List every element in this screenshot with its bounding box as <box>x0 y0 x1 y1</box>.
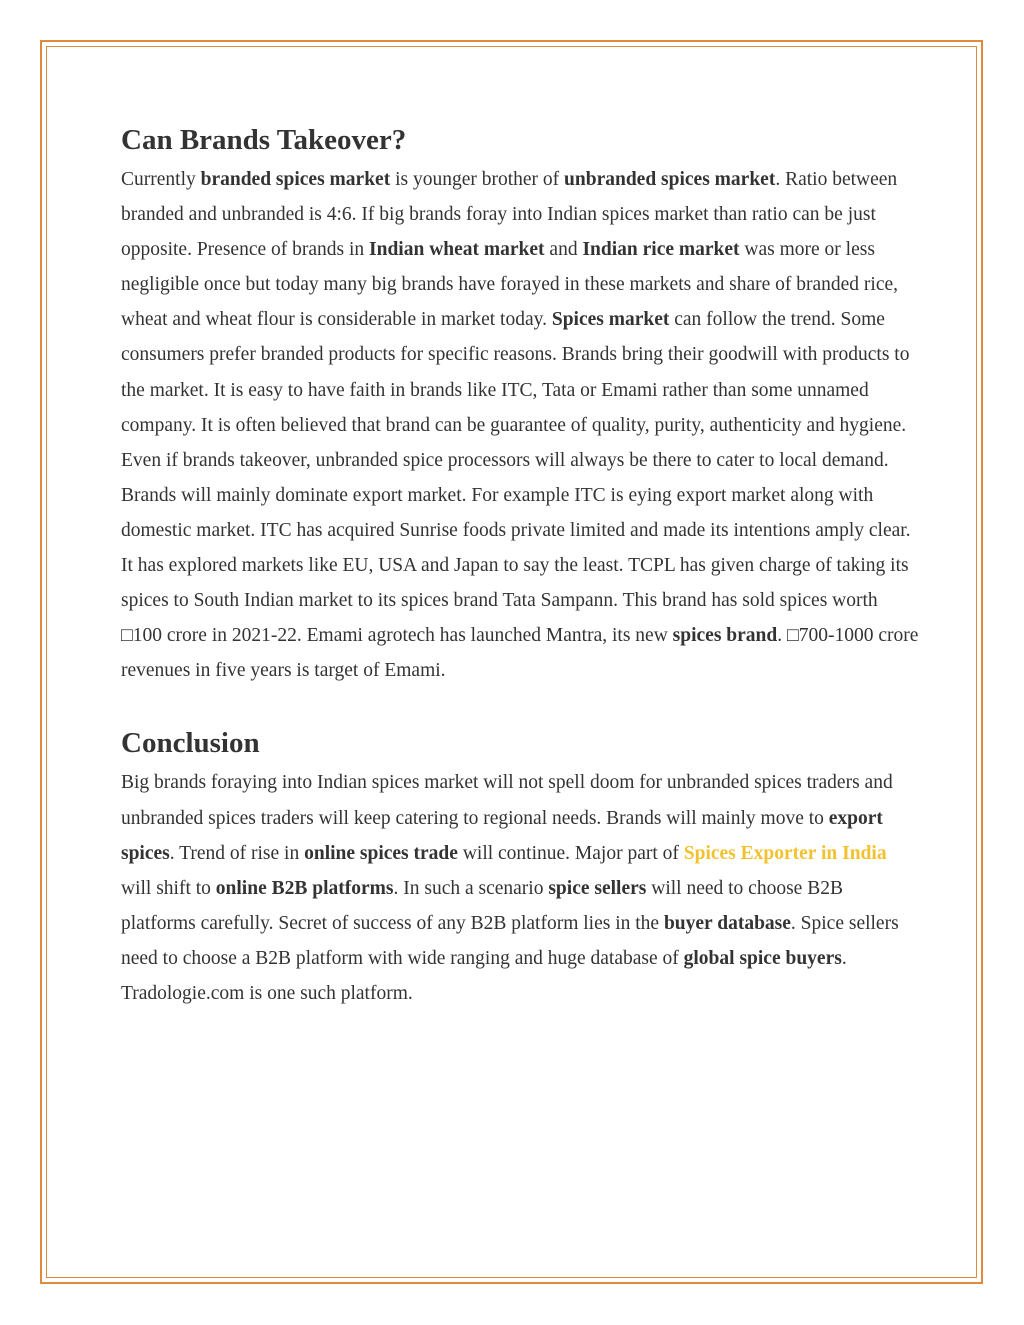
bold-term-unbranded-spices-market: unbranded spices market <box>564 169 776 190</box>
paragraph-conclusion <box>121 765 921 1011</box>
text-run: . Spice sellers need to choose a B2B platform with wide ranging and huge database of <box>121 912 899 969</box>
link-spices-exporter-in-india[interactable]: Spices Exporter in India <box>683 842 887 864</box>
bold-term-indian-rice-market: Indian rice market <box>582 239 740 261</box>
text-run: and <box>544 239 583 261</box>
bold-term-indian-wheat-market: Indian wheat market <box>369 239 545 261</box>
text-run: is younger brother of <box>390 169 565 190</box>
bold-term-spices-market: Spices market <box>551 309 670 331</box>
text-run: Big brands foraying into Indian spices market will not spell doom for unbranded spices traders and unbranded spices traders will keep catering to regional needs. Brands will mainly move to <box>121 772 893 829</box>
document-body <box>121 118 921 1011</box>
text-run: will shift to <box>121 877 216 899</box>
text-run: was more or less negligible once but today many big brands have forayed in these markets and share of branded rice, wheat and wheat flour is considerable in market today. <box>121 239 899 331</box>
text-run: . Trend of rise in <box>169 842 305 864</box>
bold-term-buyer-database: buyer database <box>663 912 791 934</box>
bold-term-global-spice-buyers: global spice buyers <box>683 947 842 969</box>
text-run: . Ratio between branded and unbranded is 4:6. If big brands foray into Indian spices market than ratio can be just opposite. Presence of brands in <box>121 169 898 261</box>
text-run: Currently <box>121 169 201 190</box>
section-spacer <box>121 688 921 721</box>
bold-term-spice-sellers: spice sellers <box>548 877 647 899</box>
bold-term-spices-brand: spices brand <box>672 625 778 647</box>
text-run: . □700-1000 crore revenues in five years is target of Emami. <box>121 625 919 682</box>
bold-term-online-b2b-platforms: online B2B platforms <box>215 877 394 899</box>
bold-term-branded-spices-market: branded spices market <box>200 169 391 190</box>
paragraph-can-brands-takeover <box>121 162 921 688</box>
text-run: will need to choose B2B platforms carefully. Secret of success of any B2B platform lies in the <box>121 877 843 934</box>
text-run: . In such a scenario <box>393 877 549 899</box>
text-run: . Tradologie.com is one such platform. <box>121 947 847 1004</box>
bold-term-export-spices: export spices <box>121 807 883 864</box>
section-heading-can-brands-takeover: Can Brands Takeover? <box>121 124 407 156</box>
section-heading-conclusion: Conclusion <box>121 727 260 760</box>
text-run: will continue. Major part of <box>457 842 684 864</box>
text-run: can follow the trend. Some consumers prefer branded products for specific reasons. Brands bring their goodwill with products to the market. It is easy to have faith in brands like ITC, Tata or Emami rather than some unnamed company. It is often believed that brand can be guarantee of quality, purity, authenticity and hygiene. Even if brands takeover, unbranded spice processors will always be there to cater to local demand. Brands will mainly dominate export market. For example ITC is eying export market along with domestic market. ITC has acquired Sunrise foods private limited and made its intentions amply clear. It has explored markets like EU, USA and Japan to say the least. TCPL has given charge of taking its spices to South Indian market to its spices brand Tata Sampann. This brand has sold spices worth □100 crore in 2021-22. Emami agrotech has launched Mantra, its new <box>121 309 911 647</box>
bold-term-online-spices-trade: online spices trade <box>304 842 458 864</box>
